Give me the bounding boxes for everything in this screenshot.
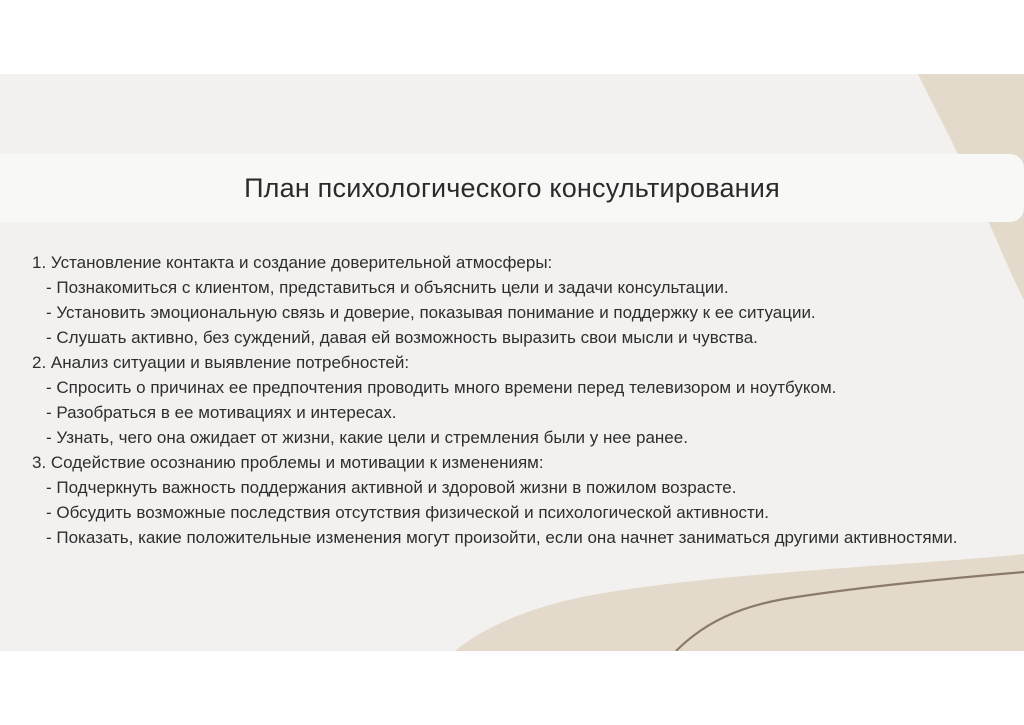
section-heading: 1. Установление контакта и создание доверительной атмосферы: <box>32 253 553 272</box>
list-item: - Слушать активно, без суждений, давая ей возможность выразить свои мысли и чувства. <box>46 328 758 347</box>
list-item: - Познакомиться с клиентом, представиться и объяснить цели и задачи консультации. <box>46 278 729 297</box>
title-band <box>0 154 1024 222</box>
list-item: - Подчеркнуть важность поддержания активной и здоровой жизни в пожилом возрасте. <box>46 478 737 497</box>
list-item: - Установить эмоциональную связь и доверие, показывая понимание и поддержку к ее ситуации. <box>46 303 816 322</box>
list-item: - Разобраться в ее мотивациях и интересах. <box>46 403 397 422</box>
section-3 <box>32 450 992 550</box>
bottom-right-blob <box>455 554 1024 651</box>
slide <box>0 74 1024 651</box>
section-heading: 3. Содействие осознанию проблемы и мотивации к изменениям: <box>32 453 544 472</box>
section-heading: 2. Анализ ситуации и выявление потребностей: <box>32 353 410 372</box>
list-item: - Спросить о причинах ее предпочтения проводить много времени перед телевизором и ноутбуком. <box>46 378 837 397</box>
list-item: - Узнать, чего она ожидает от жизни, какие цели и стремления были у нее ранее. <box>46 428 688 447</box>
list-item: - Обсудить возможные последствия отсутствия физической и психологической активности. <box>46 503 770 522</box>
section-1 <box>32 250 992 350</box>
list-item: - Показать, какие положительные изменения могут произойти, если она начнет заниматься другими активностями. <box>46 528 958 547</box>
page-title: План психологического консультирования <box>244 173 780 203</box>
section-2 <box>32 350 992 450</box>
consultation-plan <box>32 250 992 550</box>
